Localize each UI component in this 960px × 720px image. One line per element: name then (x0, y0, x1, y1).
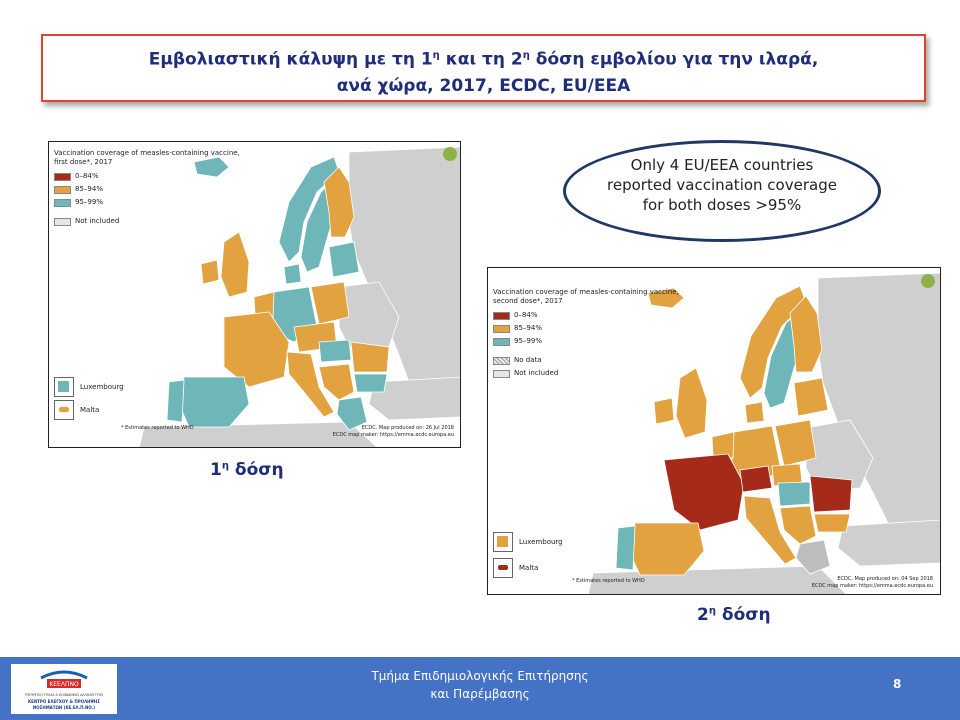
map2-legend-title (493, 288, 679, 306)
callout-line: Only 4 EU/EEA countries (630, 156, 814, 174)
caption-text: δόση (715, 605, 771, 625)
title-text-part: δόση εμβολίου για την ιλαρά, (529, 49, 819, 70)
region-ireland (201, 260, 219, 284)
map2-credit (773, 576, 933, 590)
region-hungary (778, 482, 810, 506)
keelpno-logo-icon (11, 664, 117, 714)
legend-item (54, 196, 240, 209)
caption-superscript: η (221, 460, 229, 472)
title-text-part: Εμβολιαστική κάλυψη με τη 1 (148, 49, 433, 70)
map2-title-line-1: Vaccination coverage of measles-containing vaccine, (493, 288, 679, 296)
map2-credit-line-2: ECDC map maker: https://emma.ecdc.europa.eu (811, 583, 933, 589)
legend-swatch (493, 338, 510, 346)
legend-swatch (54, 173, 71, 181)
legend-swatch (54, 218, 71, 226)
map2-footnote: * Estimates reported to WHO (572, 578, 645, 584)
legend-item (493, 335, 679, 348)
map1-footnote: * Estimates reported to WHO (121, 425, 194, 431)
legend-item (54, 183, 240, 196)
map1-credit (294, 425, 454, 439)
slide-title-line-2: ανά χώρα, 2017, ECDC, EU/EEA (336, 75, 631, 96)
legend-label: 95–99% (514, 337, 542, 345)
region-baltics (794, 378, 828, 416)
region-romania (810, 476, 852, 512)
legend-label: 0–84% (75, 172, 99, 180)
region-baltics (329, 242, 359, 277)
legend-swatch (493, 370, 510, 378)
inset-label: Luxembourg (519, 538, 563, 546)
map2-inset-luxembourg (493, 532, 563, 552)
legend-swatch (54, 186, 71, 194)
region-hungary (319, 340, 351, 362)
legend-item (493, 322, 679, 335)
logo-sub-text: ΚΕΝΤΡΟ ΕΛΕΓΧΟΥ & ΠΡΟΛΗΨΗΣ (28, 699, 100, 704)
region-bulgaria (354, 374, 387, 392)
logo-sub-text: ΝΟΣΗΜΑΤΩΝ (ΚΕ.ΕΛ.Π.ΝΟ.) (32, 705, 96, 710)
logo-sub-text: ΥΠΟΥΡΓΕΙΟ ΥΓΕΙΑΣ & ΚΟΙΝΩΝΙΚΗΣ ΑΛΛΗΛΕΓΓΥΗΣ (24, 693, 104, 697)
callout-line: reported vaccination coverage (607, 176, 837, 194)
inset-label: Luxembourg (80, 383, 124, 391)
legend-item (493, 309, 679, 322)
legend-swatch (54, 199, 71, 207)
caption-second-dose (697, 605, 771, 625)
malta-inset-icon (54, 400, 74, 420)
map2-inset-malta (493, 558, 538, 578)
region-ireland (654, 398, 674, 424)
ecdc-logo-icon (443, 147, 457, 161)
map1-legend-title (54, 149, 240, 167)
legend-swatch (493, 312, 510, 320)
callout-ellipse (563, 140, 881, 242)
legend-item (54, 215, 240, 228)
footer-bar (0, 657, 960, 720)
region-denmark (284, 264, 301, 284)
caption-number: 2 (697, 605, 709, 625)
footer-department (330, 667, 630, 703)
map2-legend (493, 288, 679, 380)
callout-line: for both doses >95% (642, 196, 802, 214)
map2-title-line-2: second dose*, 2017 (493, 297, 563, 305)
title-text-part: και τη 2 (439, 49, 523, 70)
map1-inset-malta (54, 400, 99, 420)
map1-credit-line-2: ECDC map maker: https://emma.ecdc.europa.eu (332, 432, 454, 438)
legend-label: 85–94% (75, 185, 103, 193)
legend-swatch (493, 357, 510, 365)
caption-superscript: η (708, 605, 716, 617)
legend-item (54, 170, 240, 183)
region-bulgaria (814, 514, 850, 532)
legend-item (493, 354, 679, 367)
map1-inset-luxembourg (54, 377, 124, 397)
region-portugal (616, 526, 635, 570)
region-romania (351, 342, 389, 372)
region-czech-austria (740, 466, 772, 492)
legend-label: 95–99% (75, 198, 103, 206)
legend-label: Not included (514, 369, 559, 377)
title-superscript: η (522, 50, 530, 61)
map-second-dose (487, 267, 941, 595)
luxembourg-inset-icon (54, 377, 74, 397)
title-superscript: η (432, 50, 440, 61)
legend-item (493, 367, 679, 380)
map1-title-line-1: Vaccination coverage of measles-containing vaccine, (54, 149, 240, 157)
logo-graphic (11, 664, 117, 714)
caption-first-dose (210, 460, 284, 480)
region-portugal (167, 380, 184, 422)
legend-swatch (493, 325, 510, 333)
caption-text: δόση (228, 460, 284, 480)
legend-label: 0–84% (514, 311, 538, 319)
map2-credit-line-1: ECDC. Map produced on: 04 Sep 2018 (837, 576, 933, 582)
region-denmark (745, 402, 764, 423)
legend-label: Not included (75, 217, 120, 225)
map-first-dose (48, 141, 461, 448)
malta-inset-icon (493, 558, 513, 578)
page-number: 8 (893, 677, 902, 691)
map1-title-line-2: first dose*, 2017 (54, 158, 113, 166)
logo-title-text: ΚΕΕΛΠΝΟ (49, 681, 79, 688)
region-turkey (838, 520, 941, 566)
legend-label: 85–94% (514, 324, 542, 332)
slide-title-line-1 (43, 43, 924, 73)
caption-number: 1 (210, 460, 222, 480)
footer-line-2: και Παρέμβασης (430, 687, 530, 701)
slide-title-box (41, 34, 926, 102)
legend-label: No data (514, 356, 542, 364)
inset-label: Malta (519, 564, 539, 572)
map1-credit-line-1: ECDC. Map produced on: 26 Jul 2018 (361, 425, 454, 431)
inset-label: Malta (80, 406, 100, 414)
footer-line-1: Τμήμα Επιδημιολογικής Επιτήρησης (371, 669, 589, 683)
luxembourg-inset-icon (493, 532, 513, 552)
ecdc-logo-icon (921, 274, 935, 288)
map1-legend (54, 149, 240, 228)
